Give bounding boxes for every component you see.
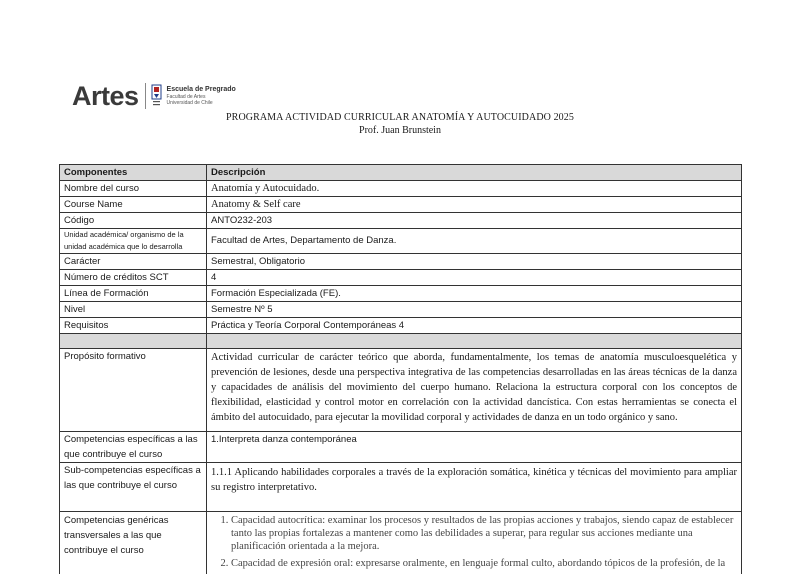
list-item: 1. Capacidad autocrítica: examinar los procesos y resultados de las propias acciones y trabajos, siendo capaz de establecer tanto las propias fortalezas a mantener como las debilidades a superar, para regular sus acciones mediante una planificación orientada a la mejora.: [231, 514, 737, 553]
course-info-table: [59, 164, 742, 574]
row-label: Course Name: [60, 197, 207, 213]
logo-school-name: Escuela de Pregrado: [167, 86, 236, 94]
table-row-proposito: [60, 349, 742, 432]
generic-competencies-list: [211, 514, 737, 570]
row-value: [207, 512, 742, 574]
row-value: Actividad curricular de carácter teórico que aborda, fundamentalmente, los temas de anatomía musculoesquelética y prevención de lesiones, desde una perspectiva integrativa de las competencias desarrolladas en las áreas técnicas de la danza y capacidades de análisis del movimiento del cuerpo humano. Relaciona la estructura corporal con los conceptos de flexibilidad, elasticidad y control motor en correlación con la actividad dancística. Con estas herramientas se conecta el ámbito del autocuidado, para ejecutar la movilidad corporal y actividades de danza en un todo orgánico y sano.: [207, 349, 742, 432]
logo-faculty: Facultad de Artes: [167, 94, 236, 100]
row-label: Sub-competencias específicas a las que contribuye el curso: [60, 463, 207, 512]
row-value: Anatomía y Autocuidado.: [207, 181, 742, 197]
document-title: PROGRAMA ACTIVIDAD CURRICULAR ANATOMÍA Y AUTOCUIDADO 2025: [0, 112, 800, 123]
logo-divider: [145, 83, 146, 109]
row-value: Formación Especializada (FE).: [207, 286, 742, 302]
row-value: Semestre Nº 5: [207, 302, 742, 318]
row-label: Propósito formativo: [60, 349, 207, 432]
artes-logo: [72, 82, 236, 110]
table-row: [60, 197, 742, 213]
table-row: [60, 270, 742, 286]
row-label: Nivel: [60, 302, 207, 318]
row-label: Nombre del curso: [60, 181, 207, 197]
university-seal-icon: [151, 84, 162, 108]
row-value: Semestral, Obligatorio: [207, 254, 742, 270]
table-separator-row: [60, 334, 742, 349]
separator-cell: [60, 334, 207, 349]
table-row: [60, 213, 742, 229]
list-item: 2. Capacidad de expresión oral: expresarse oralmente, en lenguaje formal culto, abordando tópicos de la profesión, de la: [231, 557, 737, 570]
table-row: [60, 181, 742, 197]
table-row: [60, 229, 742, 254]
col-header-components: Componentes: [60, 165, 207, 181]
row-value: Práctica y Teoría Corporal Contemporáneas 4: [207, 318, 742, 334]
row-value: 1.Interpreta danza contemporánea: [207, 432, 742, 463]
row-label: Número de créditos SCT: [60, 270, 207, 286]
row-value: 1.1.1 Aplicando habilidades corporales a través de la exploración somática, kinética y técnicas del movimiento para ampliar su registro interpretativo.: [207, 463, 742, 512]
table-row: [60, 318, 742, 334]
row-value: Facultad de Artes, Departamento de Danza.: [207, 229, 742, 254]
table-row: [60, 286, 742, 302]
row-value: Anatomy & Self care: [207, 197, 742, 213]
row-label: Carácter: [60, 254, 207, 270]
table-row: [60, 254, 742, 270]
table-row-competencias: [60, 432, 742, 463]
row-label: Competencias genéricas transversales a las que contribuye el curso: [60, 512, 207, 574]
col-header-description: Descripción: [207, 165, 742, 181]
document-subtitle: Prof. Juan Brunstein: [0, 125, 800, 136]
row-label: Línea de Formación: [60, 286, 207, 302]
table-row-subcompetencias: [60, 463, 742, 512]
row-label: Requisitos: [60, 318, 207, 334]
table-row-genericas: [60, 512, 742, 574]
logo-university: Universidad de Chile: [167, 100, 236, 106]
table-header-row: [60, 165, 742, 181]
row-value: ANTO232-203: [207, 213, 742, 229]
row-label: Código: [60, 213, 207, 229]
row-label: Competencias específicas a las que contribuye el curso: [60, 432, 207, 463]
logo-wordmark: Artes: [72, 82, 139, 110]
table-row: [60, 302, 742, 318]
separator-cell: [207, 334, 742, 349]
row-value: 4: [207, 270, 742, 286]
row-label: Unidad académica/ organismo de la unidad académica que lo desarrolla: [60, 229, 207, 254]
